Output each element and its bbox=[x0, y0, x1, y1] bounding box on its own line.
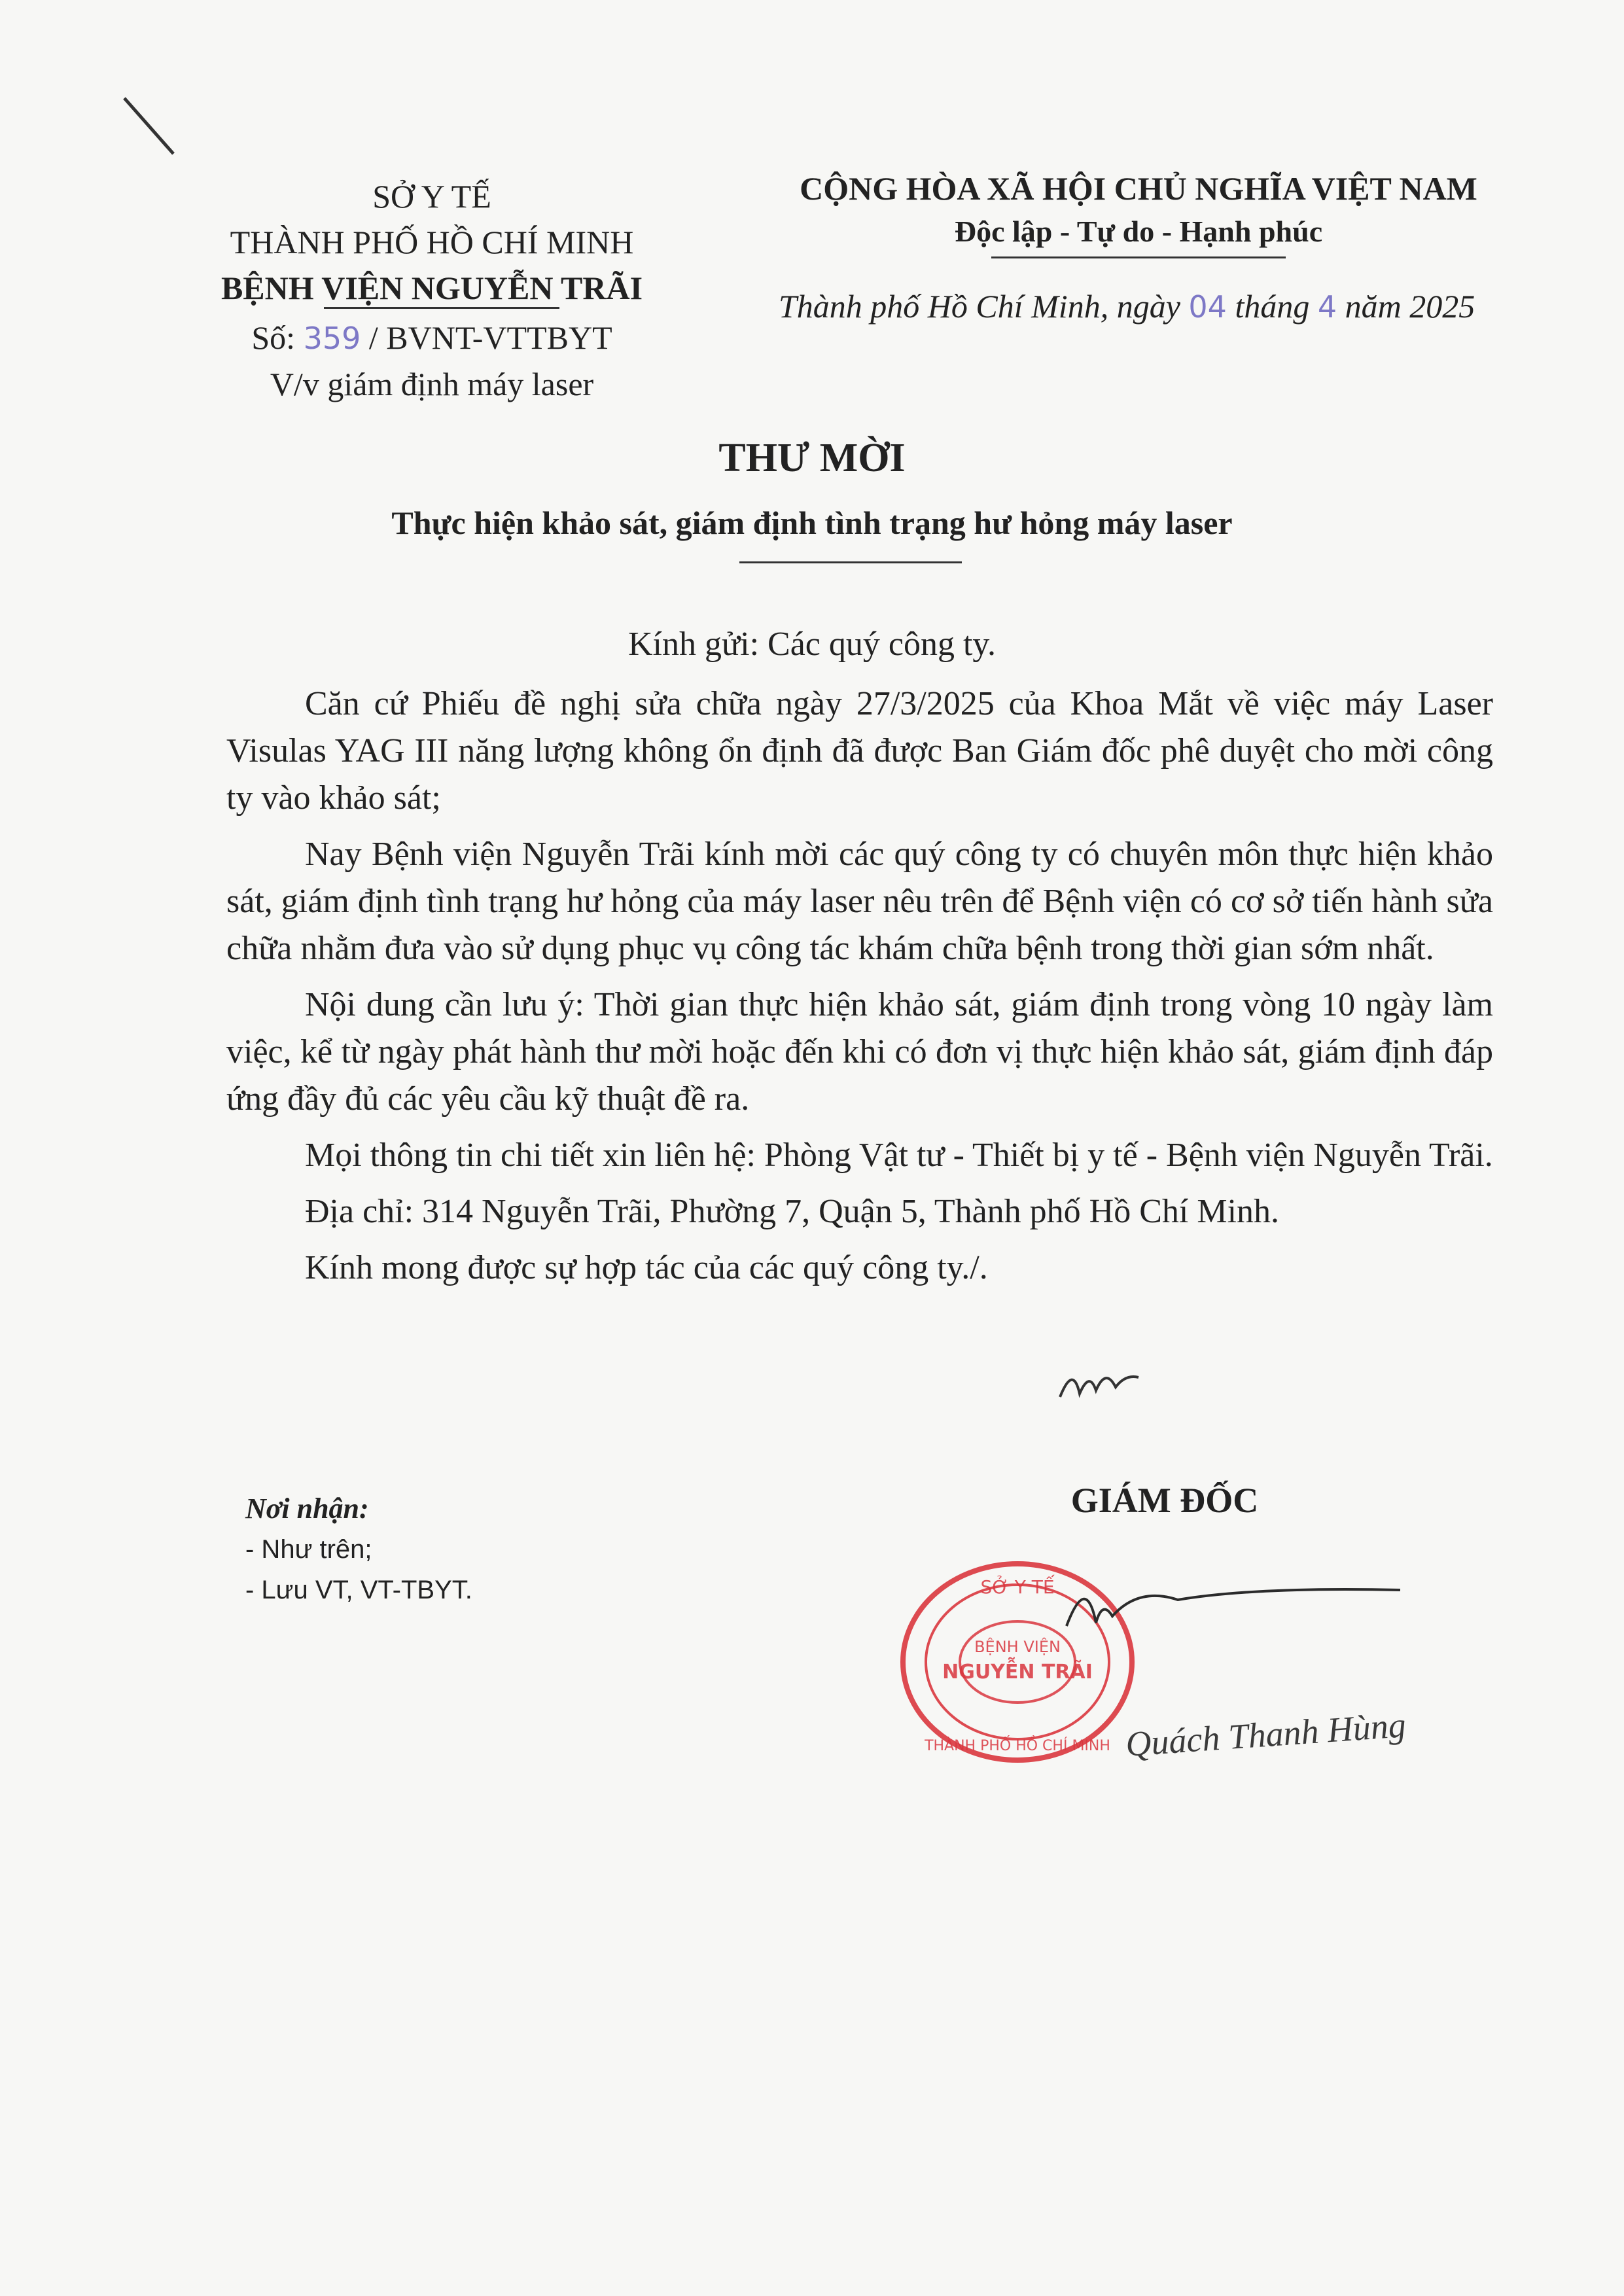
svg-text:THÀNH PHỐ HỒ CHÍ MINH: THÀNH PHỐ HỒ CHÍ MINH bbox=[925, 1738, 1110, 1754]
letter-body bbox=[226, 680, 1493, 1301]
recipients bbox=[245, 1489, 472, 1610]
svg-text:SỞ Y TẾ: SỞ Y TẾ bbox=[980, 1576, 1055, 1598]
document-title: THƯ MỜI bbox=[718, 436, 906, 480]
recipient-item: - Lưu VT, VT-TBYT. bbox=[245, 1576, 472, 1604]
header-left-underline bbox=[324, 307, 559, 309]
recipients-label: Nơi nhận: bbox=[245, 1492, 369, 1525]
svg-text:BỆNH VIỆN: BỆNH VIỆN bbox=[974, 1638, 1061, 1656]
paragraph-3: Nội dung cần lưu ý: Thời gian thực hiện khảo sát, giám định trong vòng 10 ngày làm việc, kể từ ngày phát hành thư mời hoặc đến khi có đơn vị thực hiện khảo sát, giám định đáp ứng đầy đủ các yêu cầu kỹ thuật đề ra. bbox=[226, 986, 1493, 1118]
document-number: Số: 359 / BVNT-VTTBYT bbox=[251, 319, 612, 356]
greeting: Kính gửi: Các quý công ty. bbox=[627, 626, 997, 663]
document-subtitle: Thực hiện khảo sát, giám định tình trạng hư hỏng máy laser bbox=[391, 504, 1233, 541]
initials-mark bbox=[1053, 1358, 1145, 1410]
header-right bbox=[752, 167, 1525, 253]
republic-name: CỘNG HÒA XÃ HỘI CHỦ NGHĨA VIỆT NAM bbox=[800, 170, 1477, 207]
motto-underline bbox=[991, 256, 1286, 258]
paragraph-4: Mọi thông tin chi tiết xin liên hệ: Phòng Vật tư - Thiết bị y tế - Bệnh viện Nguyễn Trãi. bbox=[305, 1137, 1493, 1174]
date-line: Thành phố Hồ Chí Minh, ngày 04 tháng 4 năm 2025 bbox=[779, 288, 1475, 325]
header-left bbox=[144, 173, 720, 407]
handwritten-number: 359 bbox=[303, 321, 361, 356]
hospital-name: BỆNH VIỆN NGUYỄN TRÃI bbox=[221, 270, 643, 306]
paragraph-2: Nay Bệnh viện Nguyễn Trãi kính mời các quý công ty có chuyên môn thực hiện khảo sát, giám định tình trạng hư hỏng của máy laser nêu trên để Bệnh viện có cơ sở tiến hành sửa chữa nhằm đưa vào sử dụng phục vụ công tác khám chữa bệnh trong thời gian sớm nhất. bbox=[226, 836, 1493, 967]
closing-line: Kính mong được sự hợp tác của các quý công ty./. bbox=[305, 1249, 988, 1286]
subtitle-underline bbox=[739, 561, 962, 563]
recipient-item: - Như trên; bbox=[245, 1535, 372, 1564]
svg-text:NGUYỄN TRÃI: NGUYỄN TRÃI bbox=[942, 1661, 1093, 1684]
pen-mark bbox=[118, 92, 183, 164]
signature-stroke bbox=[1060, 1561, 1413, 1652]
document-subject: V/v giám định máy laser bbox=[270, 366, 594, 402]
signature-title: GIÁM ĐỐC bbox=[1070, 1481, 1259, 1520]
dept-name: SỞ Y TẾ bbox=[372, 178, 491, 215]
motto: Độc lập - Tự do - Hạnh phúc bbox=[954, 215, 1323, 248]
handwritten-day: 04 bbox=[1188, 289, 1227, 325]
paragraph-1: Căn cứ Phiếu đề nghị sửa chữa ngày 27/3/2025 của Khoa Mắt về việc máy Laser Visulas YAG III năng lượng không ổn định đã được Ban Giám đốc phê duyệt cho mời công ty vào khảo sát; bbox=[226, 685, 1493, 817]
signer-name: Quách Thanh Hùng bbox=[1124, 1705, 1407, 1764]
city-name: THÀNH PHỐ HỒ CHÍ MINH bbox=[230, 224, 634, 260]
paragraph-5: Địa chỉ: 314 Nguyễn Trãi, Phường 7, Quận 5, Thành phố Hồ Chí Minh. bbox=[305, 1193, 1280, 1230]
handwritten-month: 4 bbox=[1317, 289, 1337, 325]
